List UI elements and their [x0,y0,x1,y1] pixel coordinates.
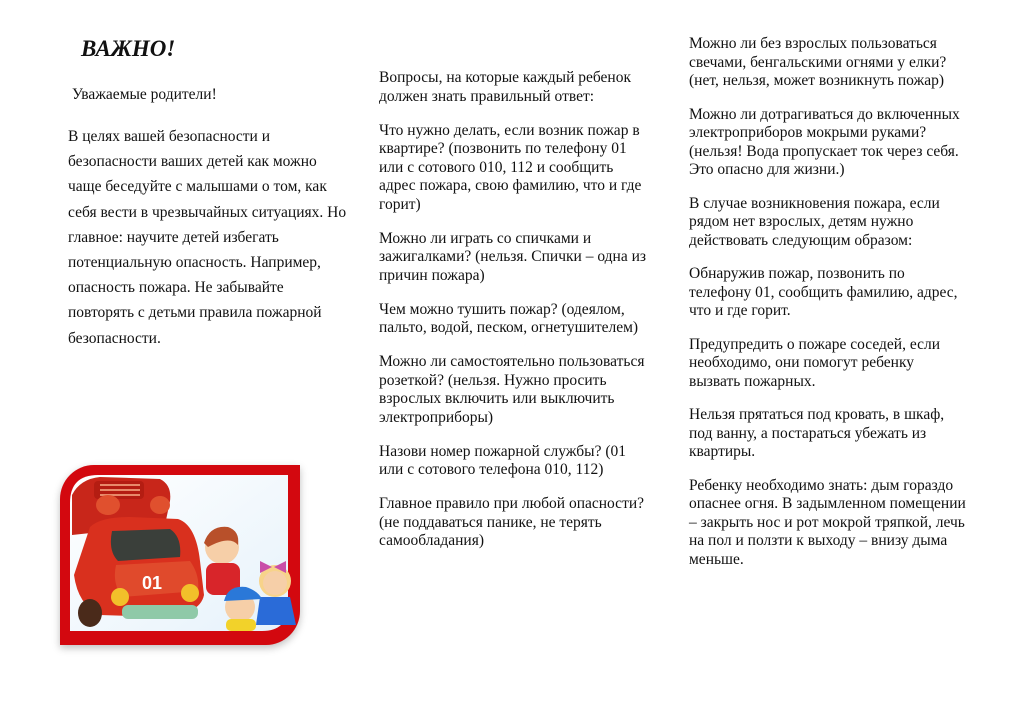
question-paragraph: Что нужно делать, если возник пожар в квартире? (позвонить по телефону 01 или с сотового 010, 112 и сообщить адрес пожара, свою фамилию, что и где горит) [379,121,642,213]
question-paragraph: Можно ли дотрагиваться до включенных электроприборов мокрыми руками? (нельзя! Вода пропускает ток через себя. Это опасно для жизни.) [689,105,960,178]
instruction-paragraph: Предупредить о пожаре соседей, если необходимо, они помогут ребенку вызвать пожарных. [689,335,940,390]
question-paragraph: Можно ли играть со спичками и зажигалками? (нельзя. Спички – одна из причин пожара) [379,229,646,284]
intro-text: В целях вашей безопасности и безопасности ваших детей как можно чаще беседуйте с малышами о том, как себя вести в чрезвычайных ситуациях. Но главное: научите детей избегать потенциальную опасность. Например, опасность пожара. Не забывайте повторять с детьми правила пожарной безопасности. [68,128,347,347]
page-title: ВАЖНО! [81,36,176,61]
question-paragraph: Чем можно тушить пожар? (одеялом, пальто, водой, песком, огнетушителем) [379,300,639,336]
questions-intro: Вопросы, на которые каждый ребенок должен знать правильный ответ: [379,69,632,105]
instruction-paragraph: Ребенку необходимо знать: дым гораздо опаснее огня. В задымленном помещении – закрыть нос и рот мокрой тряпкой, лечь на пол и ползти к выходу – внизу дыма меньше. [689,476,966,568]
fire-truck-children-image [60,465,300,645]
questions-column [379,69,649,566]
instructions-column [689,35,969,584]
greeting: Уважаемые родители! [72,86,217,103]
instruction-paragraph: Нельзя прятаться под кровать, в шкаф, под ванну, а постараться убежать из квартиры. [689,406,945,460]
question-paragraph: Назови номер пожарной службы? (01 или с сотового телефона 010, 112) [379,442,627,478]
question-paragraph: Главное правило при любой опасности? (не поддаваться панике, не терять самообладания) [379,495,645,549]
instructions-intro: В случае возникновения пожара, если рядом нет взрослых, детям нужно действовать следующим образом: [689,194,940,249]
question-paragraph: Можно ли без взрослых пользоваться свечами, бенгальскими огнями у елки? (нет, нельзя, может возникнуть пожар) [689,35,947,89]
truck-number: 01 [142,573,163,593]
question-paragraph: Можно ли самостоятельно пользоваться розеткой? (нельзя. Нужно просить взрослых включить или выключить электроприборы) [379,353,645,426]
fire-truck-illustration [60,465,300,645]
instruction-paragraph: Обнаружив пожар, позвонить по телефону 01, сообщить фамилию, адрес, что и где горит. [689,265,958,319]
